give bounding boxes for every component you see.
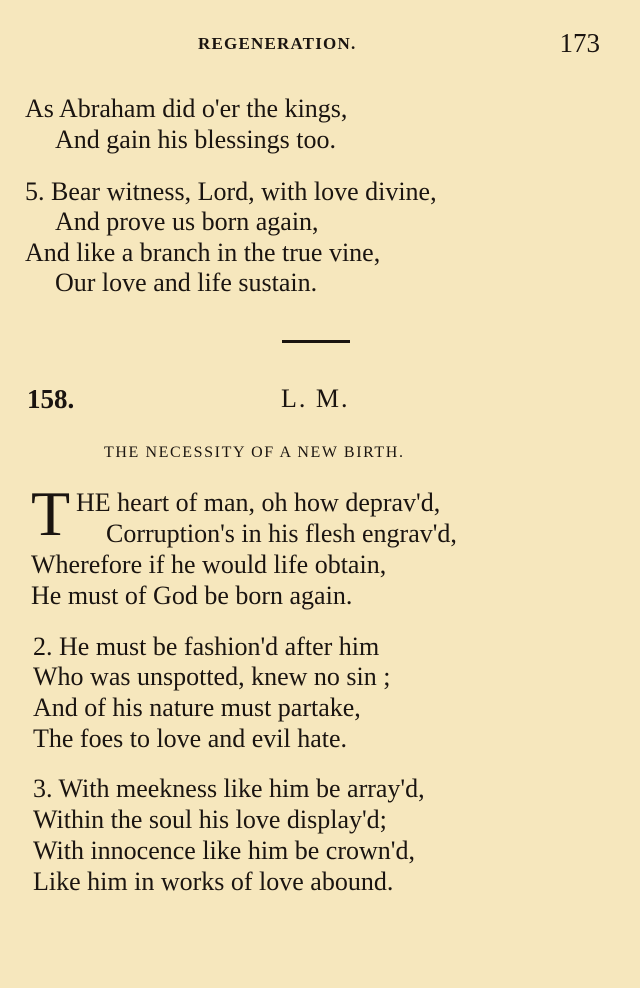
verse-line: As Abraham did o'er the kings,	[25, 94, 348, 123]
verse-line: Wherefore if he would life obtain,	[31, 550, 387, 579]
verse-line: Who was unspotted, knew no sin ;	[33, 662, 391, 691]
section-divider	[282, 340, 350, 343]
verse-line: Corruption's in his flesh engrav'd,	[106, 519, 457, 548]
verse-line: Within the soul his love display'd;	[33, 805, 387, 834]
verse-line: Our love and life sustain.	[55, 268, 318, 297]
drop-cap: T	[31, 478, 71, 549]
hymn-meter: L. M.	[281, 384, 350, 413]
verse-line: 3. With meekness like him be array'd,	[33, 774, 425, 803]
running-head	[0, 28, 640, 58]
running-title: REGENERATION.	[198, 34, 357, 53]
verse-line: Like him in works of love abound.	[33, 867, 394, 896]
verse-line: 2. He must be fashion'd after him	[33, 632, 380, 661]
verse-line: The foes to love and evil hate.	[33, 724, 348, 753]
verse-line: 5. Bear witness, Lord, with love divine,	[25, 177, 437, 206]
page-number: 173	[559, 28, 600, 58]
hymn-number: 158.	[27, 384, 75, 414]
verse-line: And prove us born again,	[55, 207, 319, 236]
verse-line: HE heart of man, oh how deprav'd,	[76, 488, 441, 517]
verse-line: And of his nature must partake,	[33, 693, 361, 722]
verse-line: And like a branch in the true vine,	[25, 238, 381, 267]
verse-line: With innocence like him be crown'd,	[33, 836, 415, 865]
verse-line: And gain his blessings too.	[55, 125, 336, 154]
verse-line: He must of God be born again.	[31, 581, 353, 610]
hymn-subtitle: THE NECESSITY OF A NEW BIRTH.	[104, 444, 405, 461]
